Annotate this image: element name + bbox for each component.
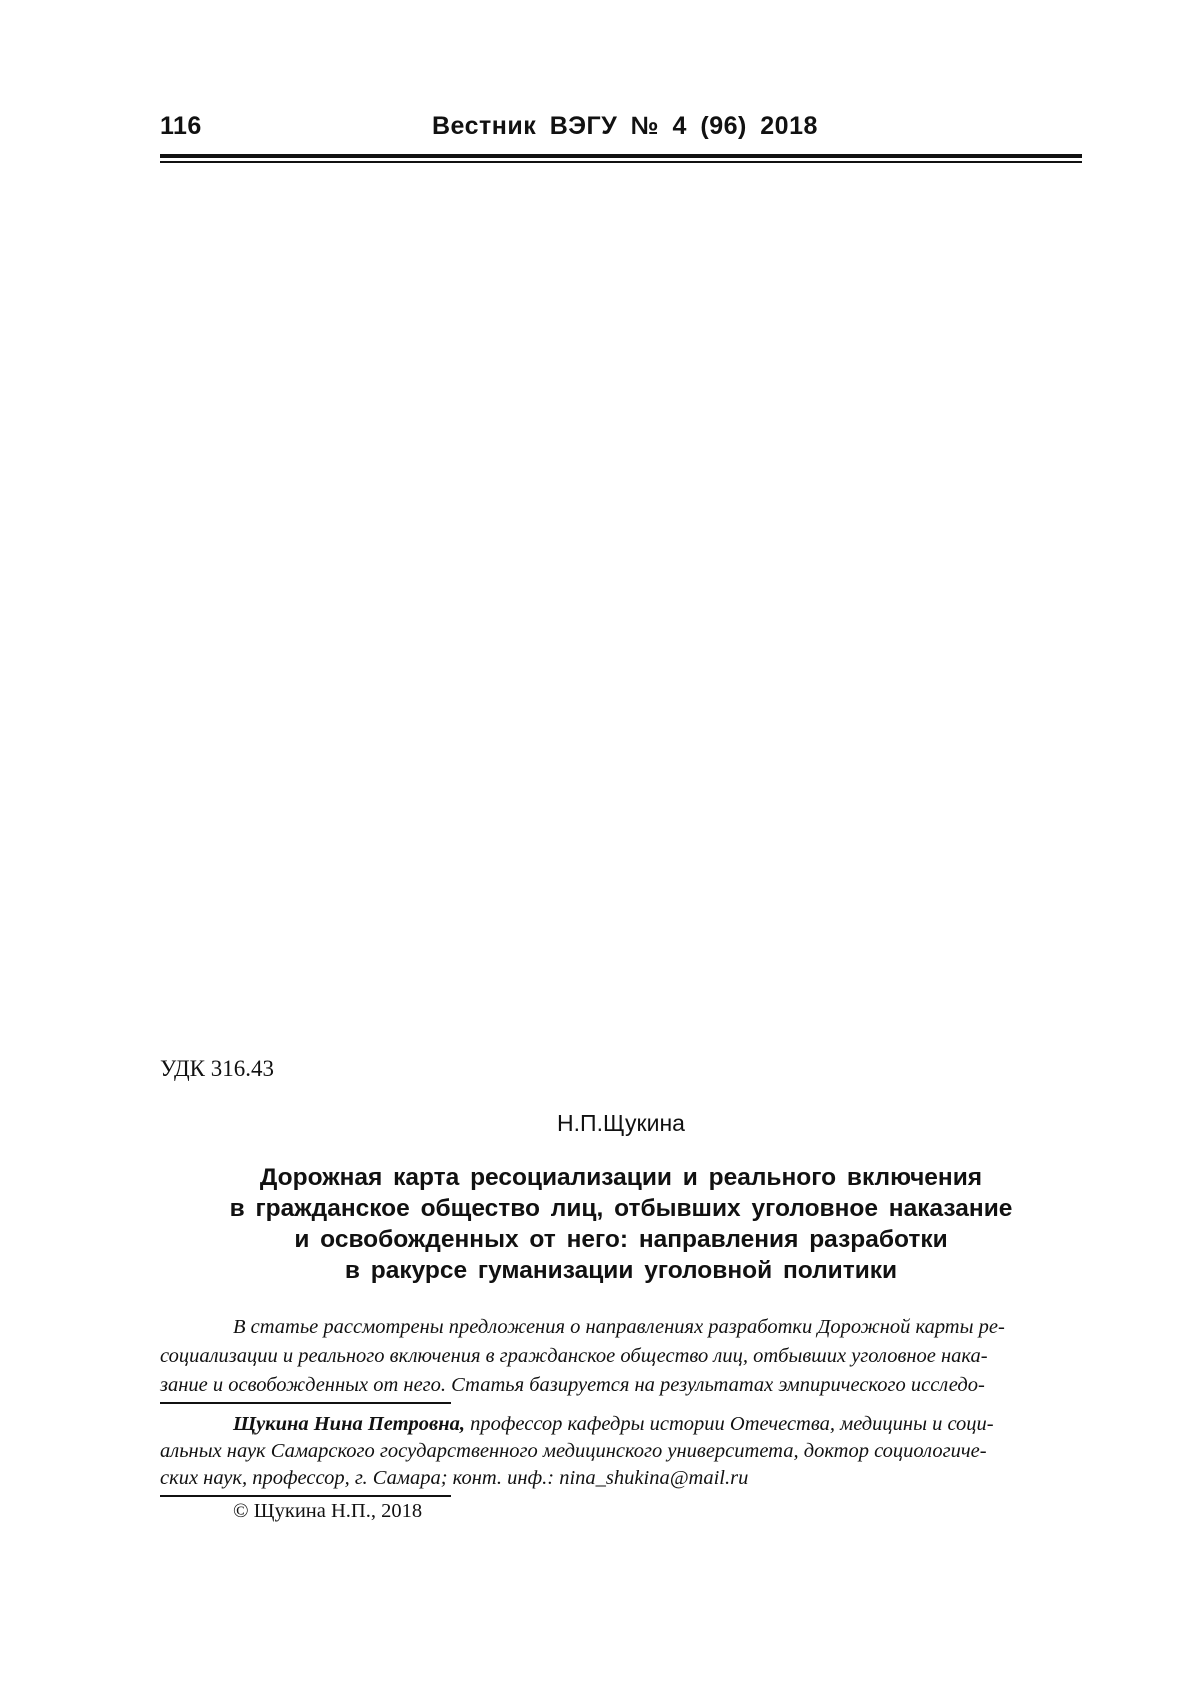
page-number: 116 xyxy=(160,112,202,140)
title-line: в ракурсе гуманизации уголовной политики xyxy=(344,1257,898,1284)
header-rule-thin xyxy=(160,161,1082,163)
article-title xyxy=(160,1162,1082,1286)
copyright-notice: © Щукина Н.П., 2018 xyxy=(233,1500,423,1522)
footnote-line: ских наук, профессор, г. Самара; конт. инф.: nina_shukina@mail.ru xyxy=(160,1467,749,1489)
udc-code: УДК 316.43 xyxy=(160,1056,274,1081)
abstract-line: зание и освобожденных от него. Статья базируется на результатах эмпирического исследо- xyxy=(160,1374,985,1396)
footnote-line: альных наук Самарского государственного медицинского университета, доктор социологиче- xyxy=(160,1440,987,1462)
abstract-line: социализации и реального включения в гражданское общество лиц, отбывших уголовное нака- xyxy=(160,1345,988,1367)
footnote-author-name: Щукина Нина Петровна, xyxy=(233,1413,465,1435)
footnote-line xyxy=(160,1411,1082,1438)
abstract xyxy=(160,1313,1082,1400)
title-line: и освобожденных от него: направления разработки xyxy=(294,1226,948,1253)
abstract-line: В статье рассмотрены предложения о направлениях разработки Дорожной карты ре- xyxy=(233,1316,1005,1338)
footnote-text: профессор кафедры истории Отечества, медицины и соци- xyxy=(464,1413,994,1435)
copyright-separator xyxy=(160,1495,451,1497)
title-line: Дорожная карта ресоциализации и реального включения xyxy=(259,1164,983,1191)
header-rule-thick xyxy=(160,154,1082,158)
author-name: Н.П.Щукина xyxy=(557,1110,685,1136)
footnote-separator xyxy=(160,1402,451,1404)
journal-title: Вестник ВЭГУ № 4 (96) 2018 xyxy=(432,112,818,140)
title-line: в гражданское общество лиц, отбывших уголовное наказание xyxy=(229,1195,1013,1222)
running-header xyxy=(160,112,1082,152)
author-footnote xyxy=(160,1411,1082,1492)
